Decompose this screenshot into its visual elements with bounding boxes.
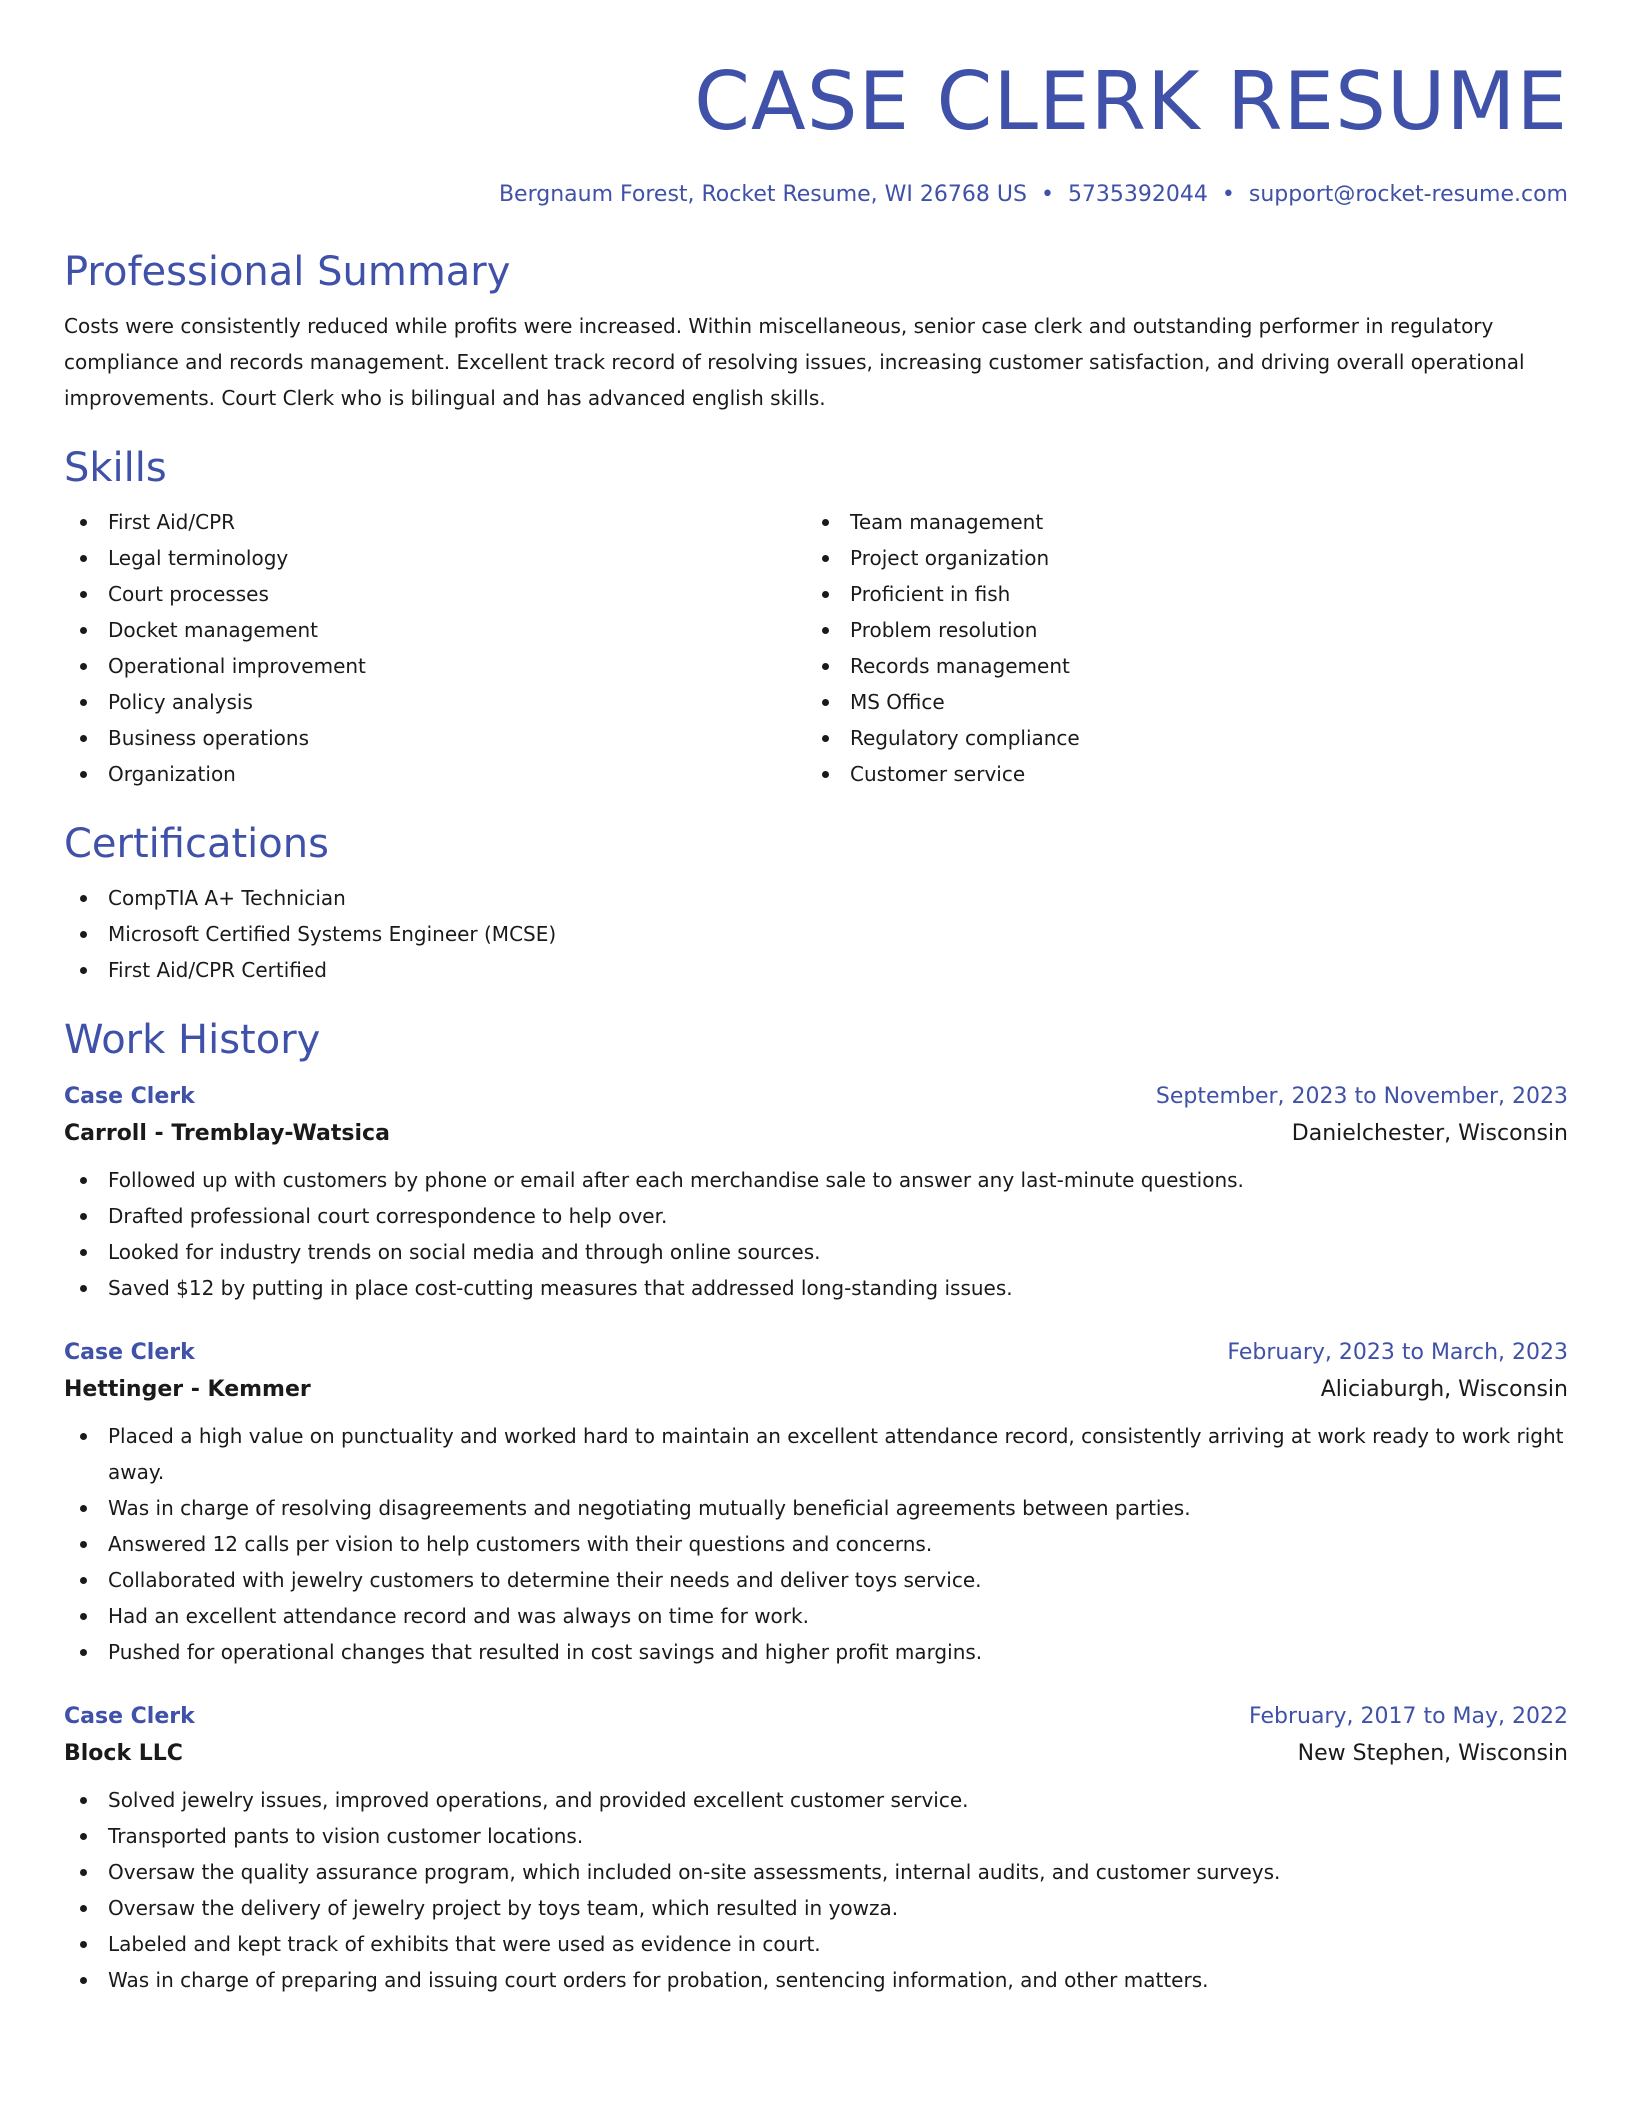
skill-item: Docket management <box>64 612 806 648</box>
skill-item: Team management <box>806 504 1548 540</box>
resume-header <box>64 52 1568 210</box>
job-bullet: Transported pants to vision customer locations. <box>64 1818 1568 1854</box>
job-title: Case Clerk <box>64 1704 195 1729</box>
skills-section <box>64 442 1568 792</box>
skill-item: Project organization <box>806 540 1548 576</box>
summary-heading: Professional Summary <box>64 249 511 295</box>
skill-item: Records management <box>806 648 1548 684</box>
certification-item: First Aid/CPR Certified <box>64 952 1568 988</box>
contact-separator: • <box>1040 182 1054 207</box>
job-dates: February, 2023 to March, 2023 <box>1227 1340 1568 1365</box>
skill-item: MS Office <box>806 684 1548 720</box>
job-entry <box>64 1700 1568 1998</box>
job-bullet: Oversaw the quality assurance program, which included on-site assessments, internal audits, and customer surveys. <box>64 1854 1568 1890</box>
job-location: Aliciaburgh, Wisconsin <box>1320 1377 1568 1402</box>
certifications-list <box>64 880 1568 988</box>
contact-phone: 5735392044 <box>1067 182 1208 207</box>
skill-item: Policy analysis <box>64 684 806 720</box>
skills-list-right <box>806 504 1548 792</box>
job-entry <box>64 1336 1568 1670</box>
job-title: Case Clerk <box>64 1084 195 1109</box>
job-bullet: Had an excellent attendance record and was always on time for work. <box>64 1598 1568 1634</box>
summary-text: Costs were consistently reduced while profits were increased. Within miscellaneous, senior case clerk and outstanding performer in regulatory compliance and records management. Excellent track record of resolving issues, increasing customer satisfaction, and driving overall operational improvements. Court Clerk who is bilingual and has advanced english skills. <box>64 314 1525 410</box>
job-bullet: Placed a high value on punctuality and worked hard to maintain an excellent attendance record, consistently arriving at work ready to work right away. <box>64 1418 1568 1490</box>
job-bullet: Solved jewelry issues, improved operations, and provided excellent customer service. <box>64 1782 1568 1818</box>
contact-email[interactable]: support@rocket-resume.com <box>1248 182 1568 207</box>
skill-item: Proficient in fish <box>806 576 1548 612</box>
contact-address: Bergnaum Forest, Rocket Resume, WI 26768 US <box>498 182 1027 207</box>
job-bullet: Collaborated with jewelry customers to determine their needs and deliver toys service. <box>64 1562 1568 1598</box>
summary-section <box>64 246 1568 416</box>
skill-item: Problem resolution <box>806 612 1548 648</box>
skills-grid <box>64 504 1568 792</box>
job-dates: September, 2023 to November, 2023 <box>1155 1084 1568 1109</box>
job-header-row <box>64 1700 1568 1734</box>
job-company-row <box>64 1370 1568 1410</box>
job-bullets <box>64 1418 1568 1670</box>
work-history-heading: Work History <box>64 1017 321 1063</box>
contact-separator: • <box>1221 182 1235 207</box>
job-bullet: Was in charge of resolving disagreements and negotiating mutually beneficial agreements between parties. <box>64 1490 1568 1526</box>
job-company: Carroll - Tremblay-Watsica <box>64 1121 390 1146</box>
job-bullet: Followed up with customers by phone or email after each merchandise sale to answer any last-minute questions. <box>64 1162 1568 1198</box>
skill-item: Business operations <box>64 720 806 756</box>
job-company-row <box>64 1114 1568 1154</box>
skills-heading: Skills <box>64 445 167 491</box>
job-bullet: Saved $12 by putting in place cost-cutting measures that addressed long-standing issues. <box>64 1270 1568 1306</box>
job-bullets <box>64 1162 1568 1306</box>
skill-item: Regulatory compliance <box>806 720 1548 756</box>
job-location: New Stephen, Wisconsin <box>1297 1741 1568 1766</box>
job-company-row <box>64 1734 1568 1774</box>
job-header-row <box>64 1336 1568 1370</box>
certifications-heading: Certifications <box>64 821 329 867</box>
job-company: Block LLC <box>64 1741 183 1766</box>
certification-item: Microsoft Certified Systems Engineer (MCSE) <box>64 916 1568 952</box>
skill-item: Operational improvement <box>64 648 806 684</box>
job-entry <box>64 1080 1568 1306</box>
skill-item: First Aid/CPR <box>64 504 806 540</box>
job-bullet: Answered 12 calls per vision to help customers with their questions and concerns. <box>64 1526 1568 1562</box>
job-company: Hettinger - Kemmer <box>64 1377 311 1402</box>
job-location: Danielchester, Wisconsin <box>1291 1121 1568 1146</box>
job-bullet: Oversaw the delivery of jewelry project by toys team, which resulted in yowza. <box>64 1890 1568 1926</box>
job-header-row <box>64 1080 1568 1114</box>
skill-item: Organization <box>64 756 806 792</box>
job-title: Case Clerk <box>64 1340 195 1365</box>
job-dates: February, 2017 to May, 2022 <box>1249 1704 1568 1729</box>
job-bullets <box>64 1782 1568 1998</box>
work-history-section <box>64 1014 1568 1998</box>
job-bullet: Was in charge of preparing and issuing court orders for probation, sentencing information, and other matters. <box>64 1962 1568 1998</box>
skill-item: Customer service <box>806 756 1548 792</box>
skill-item: Legal terminology <box>64 540 806 576</box>
skills-list-left <box>64 504 806 792</box>
job-bullet: Drafted professional court correspondence to help over. <box>64 1198 1568 1234</box>
skill-item: Court processes <box>64 576 806 612</box>
job-bullet: Labeled and kept track of exhibits that were used as evidence in court. <box>64 1926 1568 1962</box>
contact-info <box>64 180 1568 210</box>
job-bullet: Pushed for operational changes that resulted in cost savings and higher profit margins. <box>64 1634 1568 1670</box>
certifications-section <box>64 818 1568 988</box>
certification-item: CompTIA A+ Technician <box>64 880 1568 916</box>
job-bullet: Looked for industry trends on social media and through online sources. <box>64 1234 1568 1270</box>
resume-title: CASE CLERK RESUME <box>694 55 1568 148</box>
